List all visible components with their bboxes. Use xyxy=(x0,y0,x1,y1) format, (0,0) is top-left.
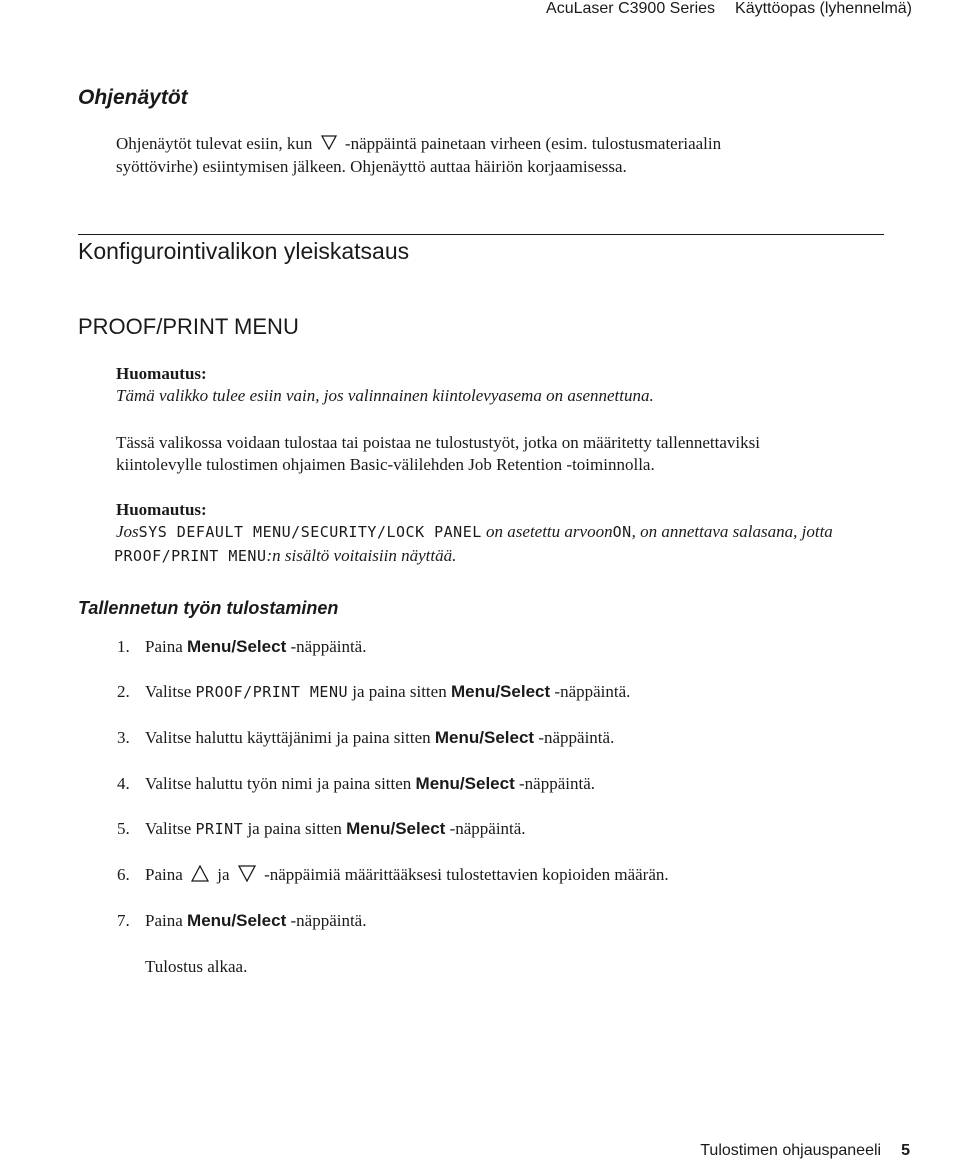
step-1: 1. Paina Menu/Select -näppäintä. xyxy=(117,637,367,656)
stored-job-heading: Tallennetun työn tulostaminen xyxy=(78,598,339,618)
step-4: 4. Valitse haluttu työn nimi ja paina sitten Menu/Select -näppäintä. xyxy=(117,774,595,793)
code-print: PRINT xyxy=(195,820,244,838)
menu-select-key: Menu/Select xyxy=(415,774,515,793)
up-triangle-icon xyxy=(191,865,209,887)
step-result: Tulostus alkaa. xyxy=(145,957,248,976)
running-footer xyxy=(700,1142,910,1160)
menu-select-key: Menu/Select xyxy=(187,637,287,656)
help-screens-heading: Ohjenäytöt xyxy=(78,86,188,109)
note-2 xyxy=(116,500,916,568)
running-header xyxy=(546,0,912,18)
note-label: Huomautus: xyxy=(116,500,207,519)
help-text-part2: -näppäintä painetaan virheen (esim. tulostusmateriaalin xyxy=(344,134,722,153)
note-label: Huomautus: xyxy=(116,364,207,383)
help-screens-text xyxy=(116,133,906,178)
menu-select-key: Menu/Select xyxy=(346,819,446,838)
down-triangle-icon xyxy=(321,134,337,156)
menu-description-line1: Tässä valikossa voidaan tulostaa tai poistaa ne tulostustyöt, jotka on määritetty tallennettaviksi xyxy=(116,433,760,452)
section-divider xyxy=(78,234,884,235)
help-text-line2: syöttövirhe) esiintymisen jälkeen. Ohjenäyttö auttaa häiriön korjaamisessa. xyxy=(116,157,627,177)
step-5: 5. Valitse PRINT ja paina sitten Menu/Select -näppäintä. xyxy=(117,819,526,838)
step-2: 2. Valitse PROOF/PRINT MENU ja paina sitten Menu/Select -näppäintä. xyxy=(117,682,631,701)
config-overview-title: Konfigurointivalikon yleiskatsaus xyxy=(78,238,410,264)
menu-select-key: Menu/Select xyxy=(450,682,551,701)
note-1 xyxy=(116,364,654,407)
product-name: AcuLaser C3900 Series xyxy=(546,0,716,17)
note-text-line2 xyxy=(114,544,916,568)
code-proof-print-menu: PROOF/PRINT MENU xyxy=(195,683,349,701)
menu-select-key: Menu/Select xyxy=(434,728,535,747)
menu-select-key: Menu/Select xyxy=(187,911,287,930)
menu-description-line2: kiintolevylle tulostimen ohjaimen Basic-välilehden Job Retention -toiminnolla. xyxy=(116,455,655,474)
note-tail: , on annettava salasana, jotta xyxy=(631,522,833,541)
guide-title: Käyttöopas (lyhennelmä) xyxy=(735,0,912,17)
page-number: 5 xyxy=(901,1142,910,1159)
menu-description xyxy=(116,432,916,476)
note-mid: on asetettu arvoon xyxy=(486,522,613,541)
note-jos: Jos xyxy=(116,522,139,541)
code-lock-panel: SYS DEFAULT MENU/SECURITY/LOCK PANEL xyxy=(138,523,482,541)
step-6: 6. Paina ja -näppäimiä määrittääksesi tulostettavien kopioiden määrän. xyxy=(117,865,669,887)
note-end: :n sisältö voitaisiin näyttää. xyxy=(266,546,457,565)
down-triangle-icon xyxy=(238,865,256,887)
note-text-line1 xyxy=(116,520,916,544)
proof-print-menu-title: PROOF/PRINT MENU xyxy=(78,314,299,339)
step-7: 7. Paina Menu/Select -näppäintä. xyxy=(117,911,367,930)
code-proof-print-menu: PROOF/PRINT MENU xyxy=(114,547,267,565)
note-text: Tämä valikko tulee esiin vain, jos valinnainen kiintolevyasema on asennettuna. xyxy=(116,386,654,405)
code-on: ON xyxy=(612,523,632,541)
help-text-part1: Ohjenäytöt tulevat esiin, kun xyxy=(116,134,313,153)
footer-section: Tulostimen ohjauspaneeli xyxy=(700,1142,882,1159)
step-3: 3. Valitse haluttu käyttäjänimi ja paina sitten Menu/Select -näppäintä. xyxy=(117,728,615,747)
